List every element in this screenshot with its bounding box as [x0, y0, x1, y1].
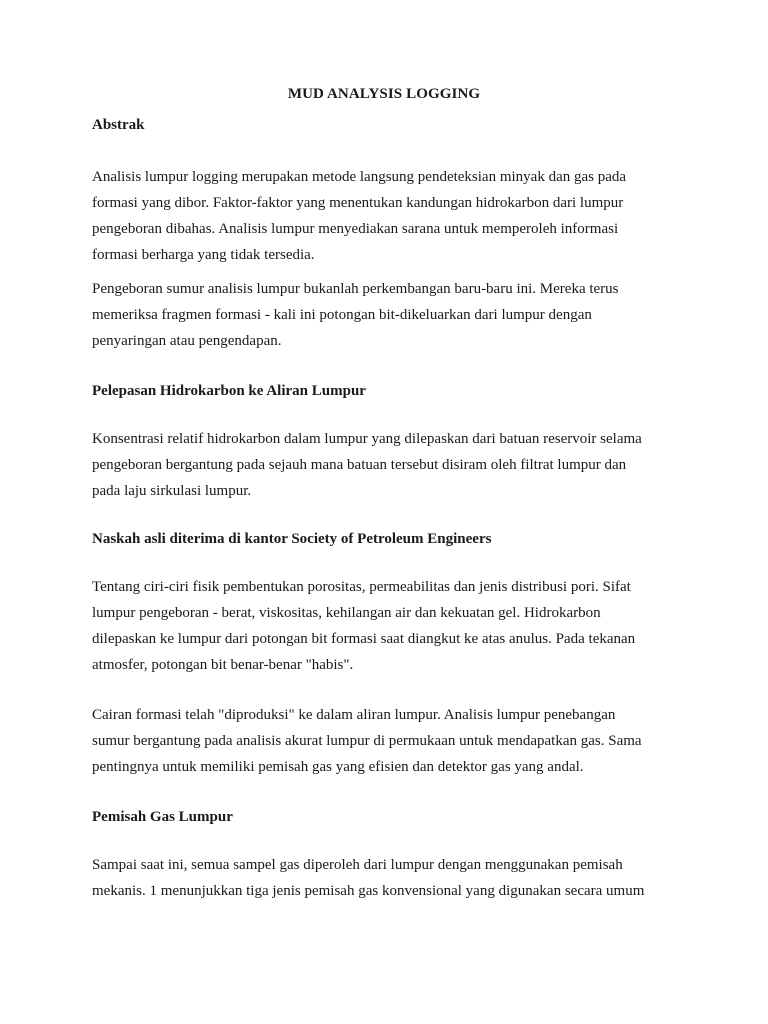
text-line: formasi berharga yang tidak tersedia. — [92, 247, 315, 263]
abstract-heading: Abstrak — [92, 117, 145, 133]
section-heading-manuscript: Naskah asli diterima di kantor Society of Petroleum Engineers — [92, 531, 492, 547]
section2-paragraph-2 — [92, 702, 672, 780]
text-line: atmosfer, potongan bit benar-benar "habis". — [92, 657, 354, 673]
section1-paragraph-1 — [92, 426, 672, 504]
text-line: Analisis lumpur logging merupakan metode langsung pendeteksian minyak dan gas pada — [92, 169, 627, 185]
text-line: Sampai saat ini, semua sampel gas diperoleh dari lumpur dengan menggunakan pemisah — [92, 857, 623, 873]
text-line: pada laju sirkulasi lumpur. — [92, 483, 252, 499]
section3-paragraph-1 — [92, 852, 672, 904]
text-line: sumur bergantung pada analisis akurat lumpur di permukaan untuk mendapatkan gas. Sama — [92, 733, 642, 749]
text-line: dilepaskan ke lumpur dari potongan bit formasi saat diangkut ke atas anulus. Pada tekanan — [92, 631, 636, 647]
text-line: Cairan formasi telah "diproduksi" ke dalam aliran lumpur. Analisis lumpur penebangan — [92, 707, 616, 723]
document-title: MUD ANALYSIS LOGGING — [287, 86, 481, 102]
text-line: pentingnya untuk memiliki pemisah gas yang efisien dan detektor gas yang andal. — [92, 759, 584, 775]
text-line: Tentang ciri-ciri fisik pembentukan porositas, permeabilitas dan jenis distribusi pori. Sifat — [92, 579, 631, 595]
text-line: Pengeboran sumur analisis lumpur bukanlah perkembangan baru-baru ini. Mereka terus — [92, 281, 619, 297]
text-line: penyaringan atau pengendapan. — [92, 333, 282, 349]
text-line: lumpur pengeboran - berat, viskositas, kehilangan air dan kekuatan gel. Hidrokarbon — [92, 605, 601, 621]
section2-paragraph-1 — [92, 574, 672, 678]
section-heading-mud-gas-separator: Pemisah Gas Lumpur — [92, 809, 233, 825]
abstract-paragraph-1 — [92, 164, 672, 268]
text-line: formasi yang dibor. Faktor-faktor yang menentukan kandungan hidrokarbon dari lumpur — [92, 195, 624, 211]
text-line: pengeboran dibahas. Analisis lumpur menyediakan sarana untuk memperoleh informasi — [92, 221, 619, 237]
section-heading-hydrocarbon-release: Pelepasan Hidrokarbon ke Aliran Lumpur — [92, 383, 366, 399]
text-line: pengeboran bergantung pada sejauh mana batuan tersebut disiram oleh filtrat lumpur dan — [92, 457, 627, 473]
text-line: memeriksa fragmen formasi - kali ini potongan bit-dikeluarkan dari lumpur dengan — [92, 307, 592, 323]
text-line: mekanis. 1 menunjukkan tiga jenis pemisah gas konvensional yang digunakan secara umum — [92, 883, 645, 899]
abstract-paragraph-2 — [92, 276, 672, 354]
document-body — [92, 114, 672, 904]
text-line: Konsentrasi relatif hidrokarbon dalam lumpur yang dilepaskan dari batuan reservoir selama — [92, 431, 642, 447]
